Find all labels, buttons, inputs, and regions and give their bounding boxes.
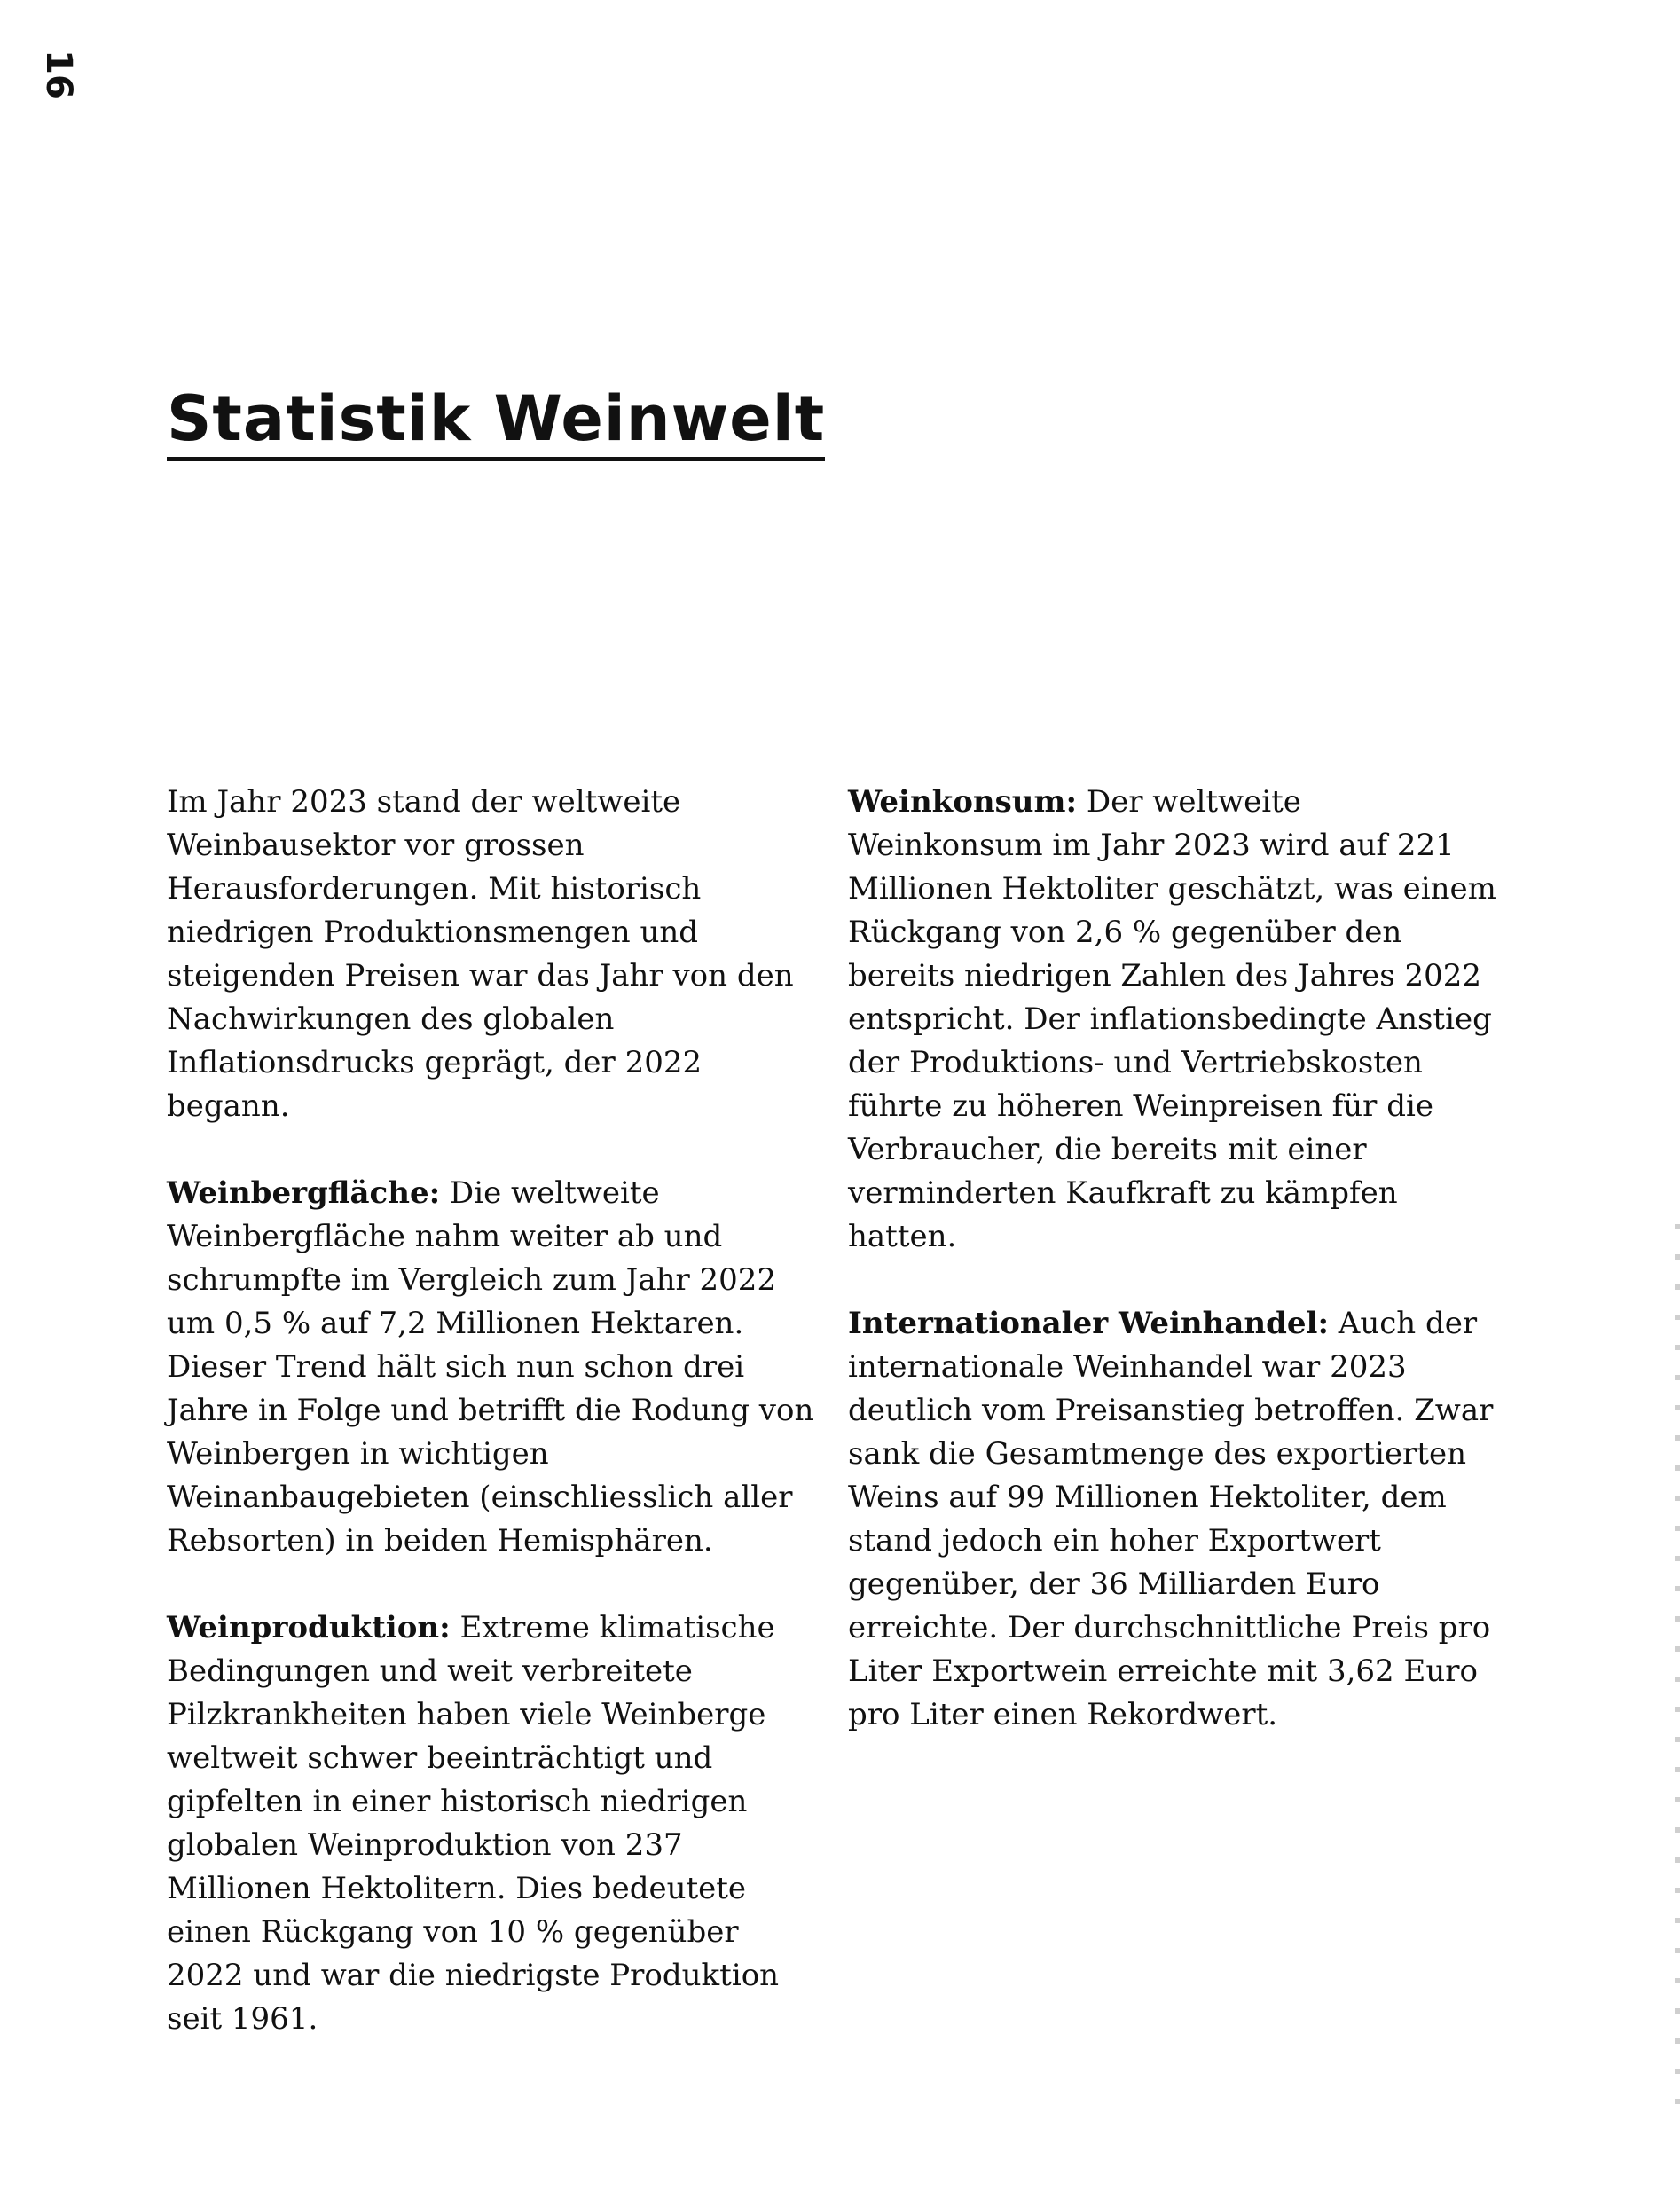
section-wine-consumption (848, 781, 1504, 1259)
section-lead: Internationaler Weinhandel: (848, 1306, 1329, 1341)
section-lead: Weinkonsum: (848, 784, 1078, 820)
page-number: 16 (38, 50, 79, 99)
section-lead: Weinproduktion: (167, 1610, 451, 1645)
section-text: Extreme klimatische Bedingungen und weit verbreitete Pilzkrankheiten haben viele Weinberge weltweit schwer beeinträchtigt und gipfelten in einer historisch niedrigen globalen Weinproduktion von 237 Millionen Hektolitern. Dies bedeutete einen Rückgang von 10 % gegenüber 2022 und war die niedrigste Produktion seit 1961. (167, 1610, 780, 2037)
section-lead: Weinbergfläche: (167, 1175, 441, 1211)
page-edge-marks (1675, 1224, 1680, 2111)
section-text: Auch der internationale Weinhandel war 2023 deutlich vom Preisanstieg betroffen. Zwar sank die Gesamtmenge des exportierten Weins auf 99 Millionen Hektoliter, dem stand jedoch ein hoher Exportwert gegenüber, der 36 Milliarden Euro erreichte. Der durchschnittliche Preis pro Liter Exportwein erreichte mit 3,62 Euro pro Liter einen Rekordwert. (848, 1306, 1494, 1732)
section-international-trade (848, 1302, 1504, 1737)
intro-paragraph: Im Jahr 2023 stand der weltweite Weinbausektor vor grossen Herausforderungen. Mit historisch niedrigen Produktionsmengen und steigenden Preisen war das Jahr von den Nachwirkungen des globalen Inflationsdrucks geprägt, der 2022 begann. (167, 784, 794, 1124)
section-wine-production (167, 1606, 823, 2041)
section-text: Der weltweite Weinkonsum im Jahr 2023 wird auf 221 Millionen Hektoliter geschätzt, was einem Rückgang von 2,6 % gegenüber den bereits niedrigen Zahlen des Jahres 2022 entspricht. Der inflationsbedingte Anstieg der Produktions- und Vertriebskosten führte zu höheren Weinpreisen für die Verbraucher, die bereits mit einer verminderten Kaufkraft zu kämpfen hatten. (848, 784, 1496, 1254)
column-right (848, 781, 1504, 1737)
section-vineyard-area (167, 1172, 823, 1563)
section-text: Die weltweite Weinbergfläche nahm weiter ab und schrumpfte im Vergleich zum Jahr 2022 um 0,5 % auf 7,2 Millionen Hektaren. Dieser Trend hält sich nun schon drei Jahre in Folge und betrifft die Rodung von Weinbergen in wichtigen Weinanbaugebieten (einschliesslich aller Rebsorten) in beiden Hemisphären. (167, 1175, 814, 1559)
page-title: Statistik Weinwelt (167, 383, 825, 461)
column-left (167, 781, 823, 2041)
